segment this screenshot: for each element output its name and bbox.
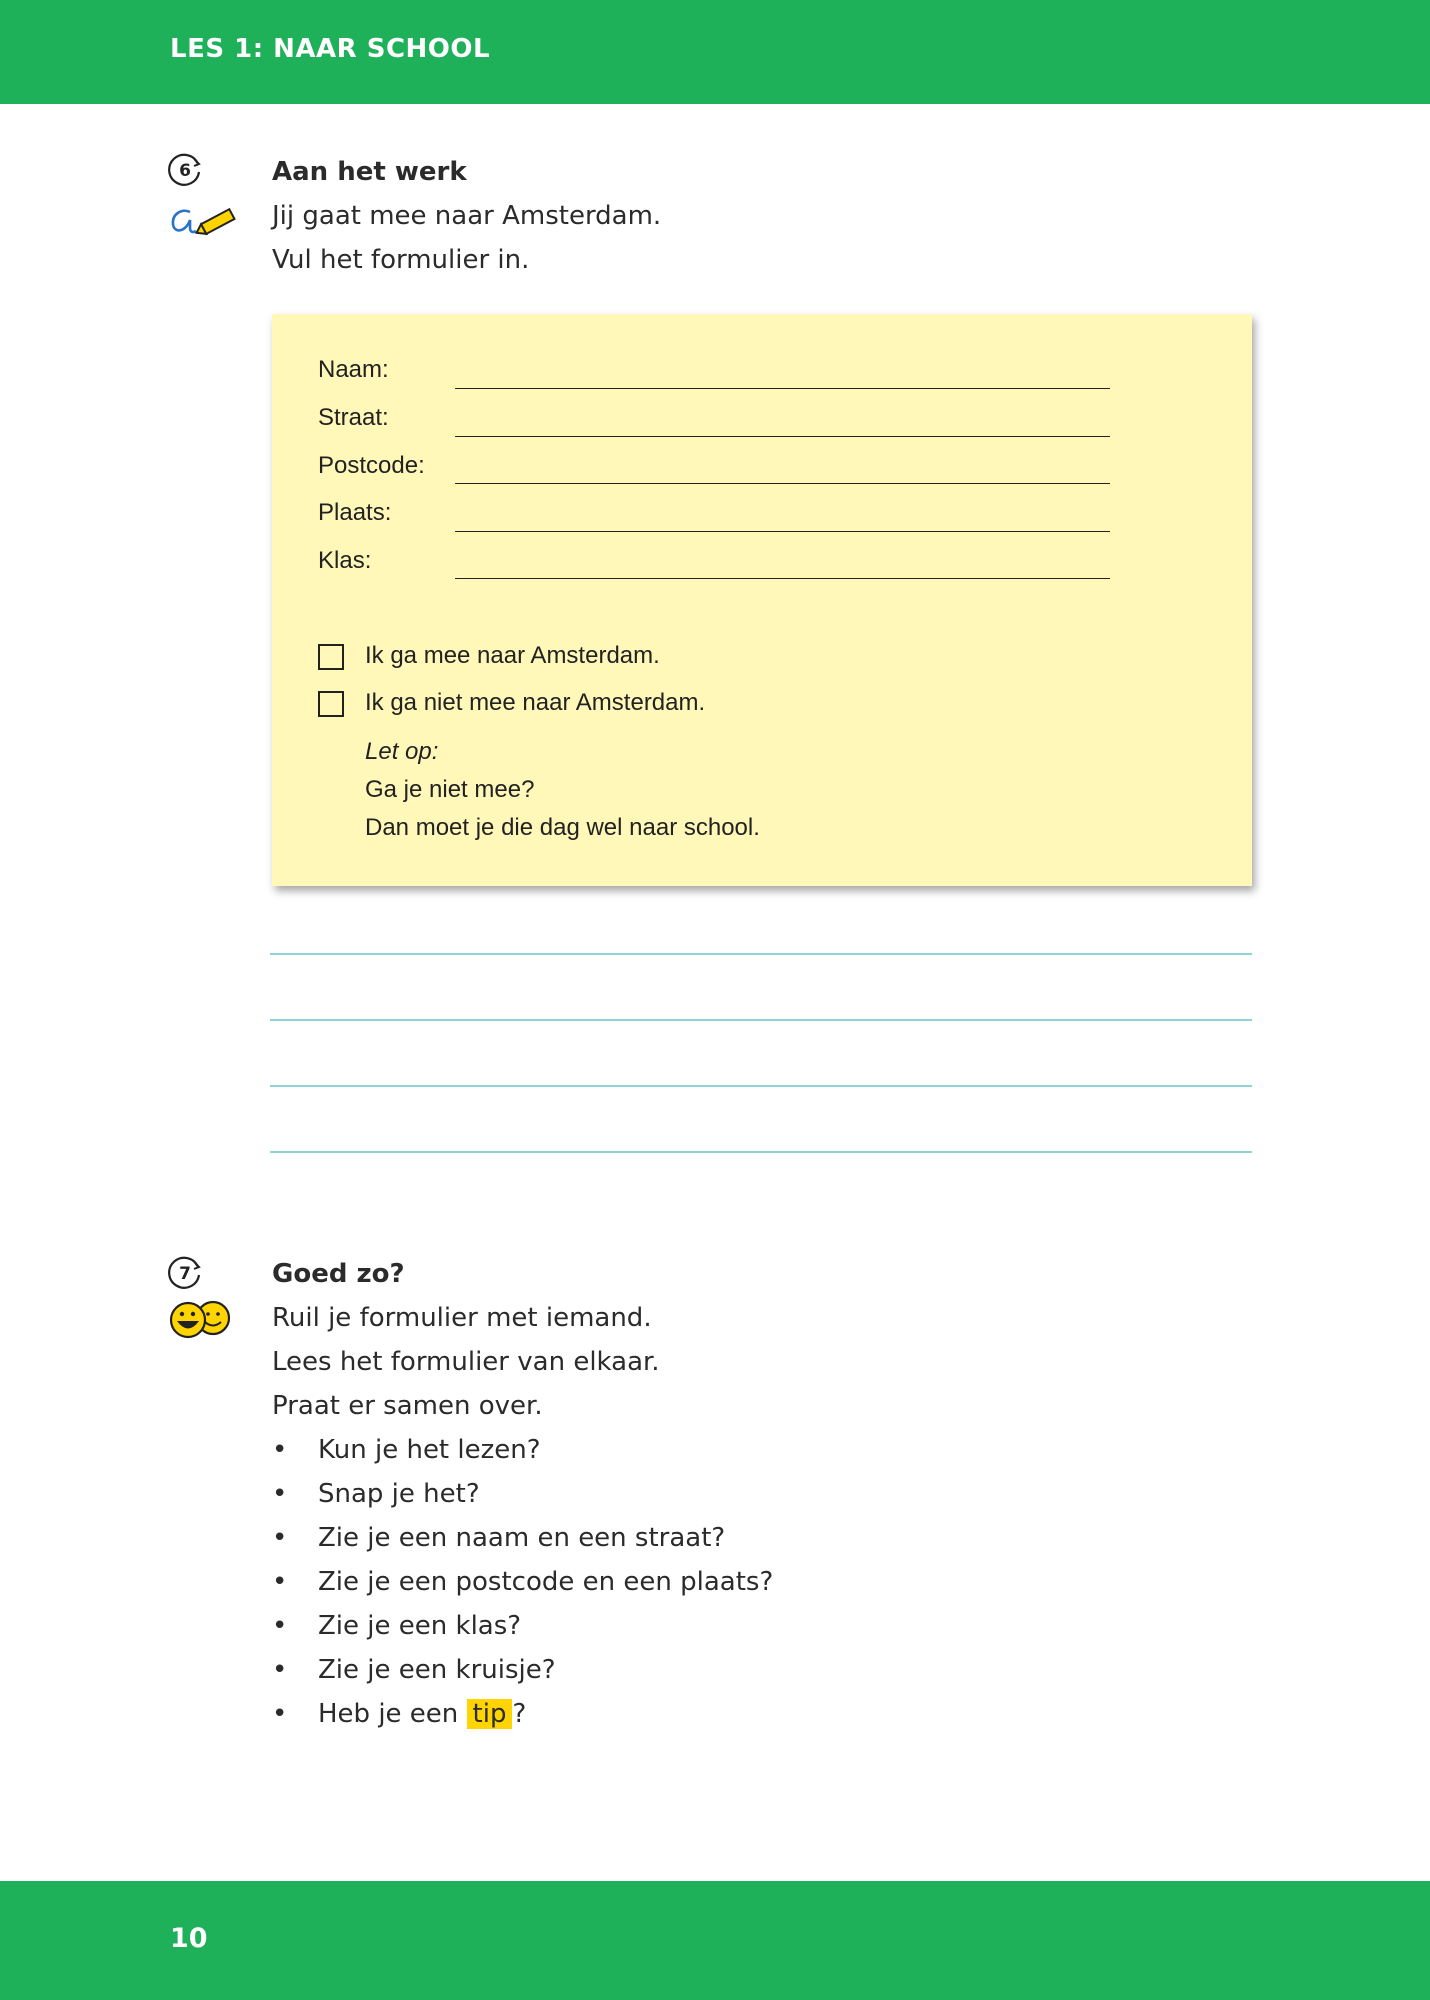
bullet-dot: • <box>272 1611 288 1641</box>
naam-field[interactable] <box>455 388 1110 389</box>
form-label-klas: Klas: <box>318 547 372 574</box>
list-item-text: Heb je een <box>318 1699 459 1729</box>
note-line: Ga je niet mee? <box>365 776 535 803</box>
form-label-naam: Naam: <box>318 356 389 383</box>
exercise-7-line: Praat er samen over. <box>272 1391 543 1421</box>
writing-line[interactable] <box>270 1085 1252 1087</box>
checkbox-niet-mee[interactable] <box>318 691 344 717</box>
list-item: Kun je het lezen? <box>318 1435 541 1465</box>
postcode-field[interactable] <box>455 483 1110 484</box>
bullet-dot: • <box>272 1479 288 1509</box>
exercise-7-line: Lees het formulier van elkaar. <box>272 1347 660 1377</box>
writing-line[interactable] <box>270 1151 1252 1153</box>
bullet-dot: • <box>272 1699 288 1729</box>
straat-field[interactable] <box>455 436 1110 437</box>
footer-bar <box>0 1881 1430 2000</box>
exercise-6-title: Aan het werk <box>272 157 467 187</box>
header-bar <box>0 0 1430 104</box>
writing-line[interactable] <box>270 953 1252 955</box>
option-niet-mee-label: Ik ga niet mee naar Amsterdam. <box>365 689 706 716</box>
form-label-straat: Straat: <box>318 404 389 431</box>
klas-field[interactable] <box>455 578 1110 579</box>
note-line: Dan moet je die dag wel naar school. <box>365 814 760 841</box>
form-label-plaats: Plaats: <box>318 499 392 526</box>
lesson-title: LES 1: NAAR SCHOOL <box>170 34 491 64</box>
note-title: Let op: <box>365 738 439 765</box>
checkbox-mee[interactable] <box>318 644 344 670</box>
exercise-6-line: Jij gaat mee naar Amsterdam. <box>272 201 662 231</box>
bullet-dot: • <box>272 1567 288 1597</box>
handwriting-pencil-icon <box>168 198 242 240</box>
exercise-7-number-icon <box>168 1255 204 1291</box>
exercise-7-line: Ruil je formulier met iemand. <box>272 1303 652 1333</box>
list-item: Zie je een kruisje? <box>318 1655 556 1685</box>
exercise-7-title: Goed zo? <box>272 1259 405 1289</box>
list-item: Zie je een klas? <box>318 1611 522 1641</box>
form-label-postcode: Postcode: <box>318 452 425 479</box>
exercise-7-number: 7 <box>179 1264 191 1284</box>
list-item: Zie je een postcode en een plaats? <box>318 1567 774 1597</box>
bullet-dot: • <box>272 1655 288 1685</box>
bullet-dot: • <box>272 1523 288 1553</box>
list-item-punctuation: ? <box>512 1699 527 1729</box>
exercise-6-line: Vul het formulier in. <box>272 245 530 275</box>
two-smiley-faces-icon <box>168 1298 234 1340</box>
plaats-field[interactable] <box>455 531 1110 532</box>
option-mee-label: Ik ga mee naar Amsterdam. <box>365 642 660 669</box>
form-card <box>272 314 1252 886</box>
writing-line[interactable] <box>270 1019 1252 1021</box>
bullet-dot: • <box>272 1435 288 1465</box>
exercise-6-number: 6 <box>179 161 191 181</box>
page-number: 10 <box>170 1923 208 1954</box>
list-item <box>318 1699 526 1729</box>
list-item: Zie je een naam en een straat? <box>318 1523 726 1553</box>
exercise-6-number-icon <box>168 152 204 188</box>
tip-highlight: tip <box>467 1699 513 1729</box>
list-item: Snap je het? <box>318 1479 480 1509</box>
